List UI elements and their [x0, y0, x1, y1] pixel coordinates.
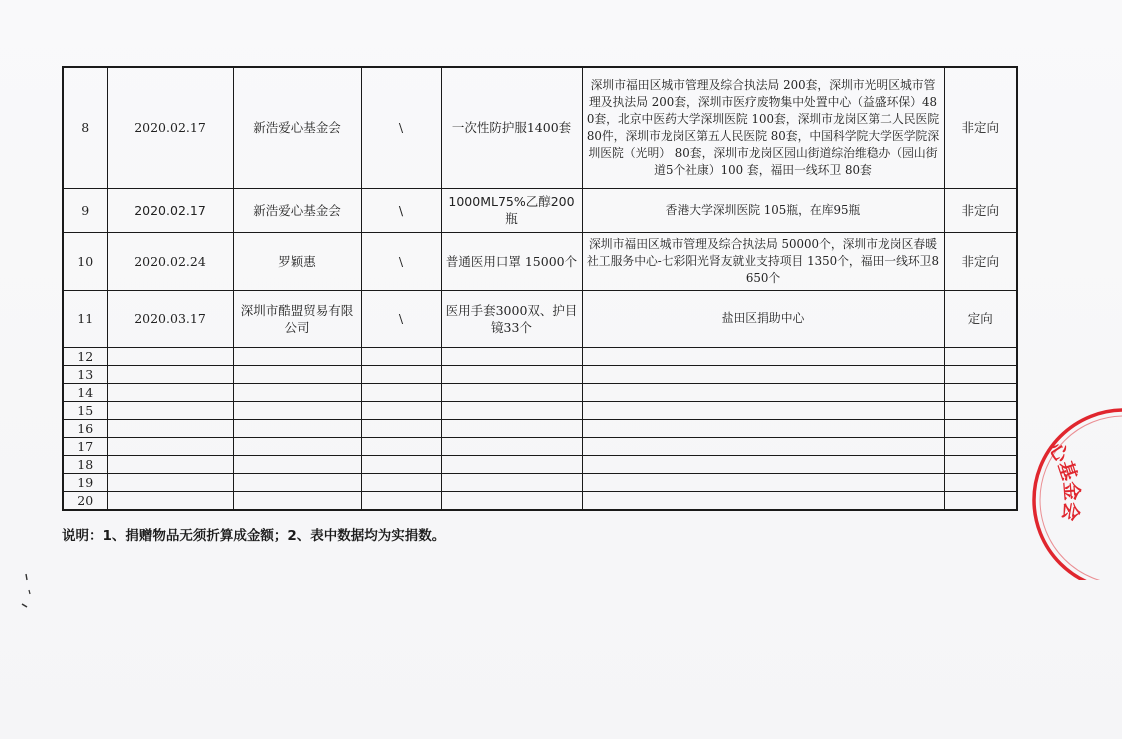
- donor-name: 新浩爱心基金会: [233, 67, 361, 188]
- table-row-empty: [63, 437, 1017, 455]
- row-number: 8: [63, 67, 107, 188]
- row-number: 20: [63, 491, 107, 510]
- donated-goods: 医用手套3000双、护目镜33个: [441, 290, 582, 347]
- row-number: 17: [63, 437, 107, 455]
- donation-table: [62, 66, 1018, 511]
- recipient-list: 深圳市福田区城市管理及综合执法局 50000个，深圳市龙岗区春暖社工服务中心-七彩阳光肾友就业支持项目 1350个，福田一线环卫8650个: [582, 232, 944, 290]
- donation-date: 2020.02.17: [107, 188, 233, 232]
- table-row: [63, 188, 1017, 232]
- donation-type: 非定向: [944, 67, 1017, 188]
- donation-date: 2020.03.17: [107, 290, 233, 347]
- row-number: 13: [63, 365, 107, 383]
- row-number: 16: [63, 419, 107, 437]
- row-number: 12: [63, 347, 107, 365]
- table-row-empty: [63, 473, 1017, 491]
- donation-type: 非定向: [944, 188, 1017, 232]
- recipient-list: 香港大学深圳医院 105瓶，在库95瓶: [582, 188, 944, 232]
- donation-amount: \: [361, 232, 441, 290]
- table-row-empty: [63, 491, 1017, 510]
- donation-amount: \: [361, 67, 441, 188]
- recipient-list: 深圳市福田区城市管理及综合执法局 200套，深圳市光明区城市管理及执法局 200套，深圳市医疗废物集中处置中心（益盛环保）480套，北京中医药大学深圳医院 100套，深圳市龙岗区第二人民医院80件，深圳市龙岗区第五人民医院 80套，中国科学院大学医学院深圳医院（光明） 80套，深圳市龙岗区园山街道综治维稳办（园山街道5个社康）100 套，福田一线环卫 80套: [582, 67, 944, 188]
- donation-amount: \: [361, 188, 441, 232]
- donation-amount: \: [361, 290, 441, 347]
- table-row: [63, 232, 1017, 290]
- svg-text:心基金会: 心基金会: [1043, 438, 1083, 523]
- row-number: 9: [63, 188, 107, 232]
- footnote: 说明：1、捐赠物品无须折算成金额；2、表中数据均为实捐数。: [62, 528, 446, 544]
- recipient-list: 盐田区捐助中心: [582, 290, 944, 347]
- row-number: 10: [63, 232, 107, 290]
- row-number: 19: [63, 473, 107, 491]
- donated-goods: 普通医用口罩 15000个: [441, 232, 582, 290]
- table-row-empty: [63, 401, 1017, 419]
- row-number: 11: [63, 290, 107, 347]
- donation-date: 2020.02.17: [107, 67, 233, 188]
- donated-goods: 1000ML75%乙醇200瓶: [441, 188, 582, 232]
- row-number: 15: [63, 401, 107, 419]
- table-row-empty: [63, 419, 1017, 437]
- table-row-empty: [63, 455, 1017, 473]
- row-number: 18: [63, 455, 107, 473]
- row-number: 14: [63, 383, 107, 401]
- donor-name: 新浩爱心基金会: [233, 188, 361, 232]
- donation-type: 定向: [944, 290, 1017, 347]
- official-seal-icon: [1012, 400, 1122, 580]
- table-row-empty: [63, 383, 1017, 401]
- table-row-empty: [63, 365, 1017, 383]
- donor-name: 罗颖惠: [233, 232, 361, 290]
- donation-date: 2020.02.24: [107, 232, 233, 290]
- table-row-empty: [63, 347, 1017, 365]
- scan-mark-icon: [18, 572, 38, 612]
- donation-type: 非定向: [944, 232, 1017, 290]
- donated-goods: 一次性防护服1400套: [441, 67, 582, 188]
- donor-name: 深圳市酷盟贸易有限公司: [233, 290, 361, 347]
- table-row: [63, 290, 1017, 347]
- table-row: [63, 67, 1017, 188]
